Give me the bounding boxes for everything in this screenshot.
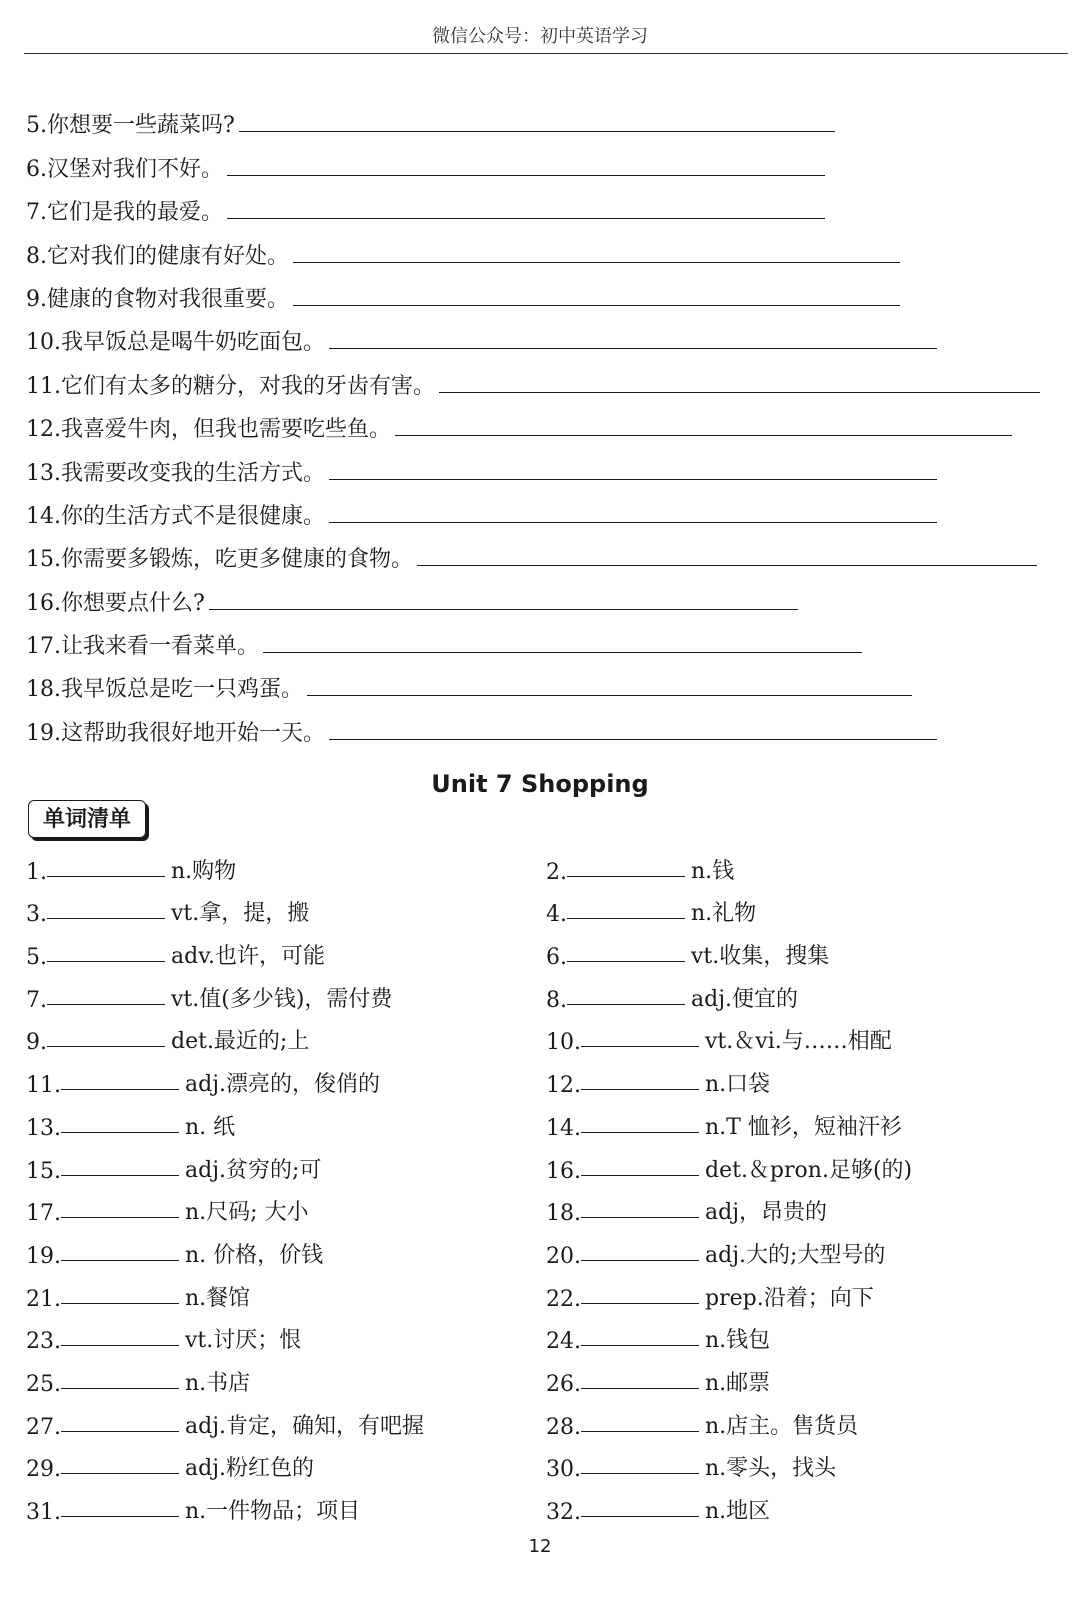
vocab-item (26, 1110, 546, 1141)
vocab-definition: adj.贫穷的;可 (185, 1157, 322, 1183)
sentence-prompt: 6.汉堡对我们不好。 (26, 156, 223, 182)
vocab-item (546, 854, 1066, 885)
vocab-number: 32. (546, 1500, 581, 1525)
vocab-blank[interactable] (47, 1045, 165, 1047)
answer-blank[interactable] (417, 564, 1037, 566)
vocab-blank[interactable] (47, 917, 165, 919)
vocab-number: 24. (546, 1329, 581, 1355)
vocab-blank[interactable] (61, 1131, 179, 1133)
vocab-definition: n.钱 (691, 858, 735, 884)
vocab-item (26, 1366, 546, 1397)
vocab-row (26, 885, 1066, 928)
vocab-definition: n.餐馆 (185, 1285, 251, 1311)
answer-blank[interactable] (329, 521, 937, 523)
answer-blank[interactable] (329, 478, 937, 480)
vocab-definition: n.零头，找头 (705, 1456, 837, 1482)
answer-blank[interactable] (239, 130, 835, 132)
vocab-number: 6. (546, 945, 567, 971)
vocab-row (26, 1269, 1066, 1312)
vocab-number: 29. (26, 1457, 61, 1483)
vocab-blank[interactable] (581, 1045, 699, 1047)
vocab-blank[interactable] (581, 1088, 699, 1090)
vocab-number: 23. (26, 1329, 61, 1355)
vocab-item (546, 1323, 1066, 1354)
vocab-number: 8. (546, 987, 567, 1013)
vocab-definition: adj.肯定，确知，有吧握 (185, 1413, 425, 1439)
sentence-prompt: 9.健康的食物对我很重要。 (26, 286, 289, 312)
vocab-definition: adj.漂亮的，俊俏的 (185, 1072, 381, 1098)
vocab-number: 15. (26, 1158, 61, 1184)
vocab-blank[interactable] (567, 917, 685, 919)
sentence-row (26, 400, 1040, 443)
vocab-item (546, 982, 1066, 1013)
vocab-row (26, 1482, 1066, 1525)
vocab-item (26, 1153, 546, 1184)
vocab-row (26, 1440, 1066, 1483)
unit-title: Unit 7 Shopping (431, 770, 649, 798)
vocab-blank[interactable] (581, 1515, 699, 1517)
vocab-number: 22. (546, 1286, 581, 1312)
vocab-definition: adj.便宜的 (691, 986, 799, 1012)
vocab-blank[interactable] (61, 1472, 179, 1474)
vocab-number: 19. (26, 1243, 61, 1269)
vocab-item (26, 939, 546, 970)
sentence-prompt: 15.你需要多锻炼，吃更多健康的食物。 (26, 547, 413, 573)
vocab-number: 28. (546, 1414, 581, 1440)
answer-blank[interactable] (209, 608, 798, 610)
sentence-prompt: 14.你的生活方式不是很健康。 (26, 503, 325, 529)
vocab-number: 21. (26, 1286, 61, 1312)
vocab-number: 17. (26, 1201, 61, 1227)
vocab-number: 3. (26, 902, 47, 928)
sentence-row (26, 226, 1040, 269)
vocab-row (26, 1226, 1066, 1269)
vocab-number: 2. (546, 859, 567, 885)
vocab-item (26, 1494, 546, 1525)
sentence-row (26, 270, 1040, 313)
vocab-number: 30. (546, 1457, 581, 1483)
translation-exercise (26, 96, 1040, 747)
sentence-row (26, 183, 1040, 226)
sentence-prompt: 18.我早饭总是吃一只鸡蛋。 (26, 677, 303, 703)
vocab-row (26, 842, 1066, 885)
sentence-row (26, 703, 1040, 746)
vocab-number: 1. (26, 859, 47, 885)
vocab-blank[interactable] (581, 1302, 699, 1304)
answer-blank[interactable] (439, 391, 1040, 393)
sentence-row (26, 617, 1040, 660)
vocab-number: 27. (26, 1414, 61, 1440)
vocab-definition: adv.也许，可能 (171, 944, 326, 970)
sentence-row (26, 443, 1040, 486)
vocab-item (26, 1409, 546, 1440)
vocab-item (546, 1409, 1066, 1440)
wordlist-label: 单词清单 (28, 800, 146, 838)
vocab-definition: vt.收集，搜集 (691, 944, 830, 970)
vocab-number: 9. (26, 1030, 47, 1056)
vocab-definition: det.最近的;上 (171, 1029, 310, 1055)
header-divider (24, 53, 1068, 54)
vocab-item (26, 1323, 546, 1354)
vocab-definition: adj.大的;大型号的 (705, 1242, 886, 1268)
vocab-blank[interactable] (581, 1430, 699, 1432)
vocab-definition: adj，昂贵的 (705, 1200, 828, 1226)
vocab-blank[interactable] (61, 1088, 179, 1090)
vocab-blank[interactable] (581, 1174, 699, 1176)
vocab-item (546, 896, 1066, 927)
sentence-prompt: 19.这帮助我很好地开始一天。 (26, 720, 325, 746)
vocab-definition: n.店主。售货员 (705, 1413, 859, 1439)
vocab-blank[interactable] (47, 875, 165, 877)
vocab-blank[interactable] (47, 1003, 165, 1005)
answer-blank[interactable] (227, 217, 825, 219)
vocab-blank[interactable] (567, 1003, 685, 1005)
vocab-blank[interactable] (581, 1216, 699, 1218)
vocab-item (26, 982, 546, 1013)
sentence-prompt: 5.你想要一些蔬菜吗? (26, 113, 235, 139)
vocab-definition: n.购物 (171, 858, 237, 884)
sentence-row (26, 313, 1040, 356)
vocab-row (26, 1055, 1066, 1098)
sentence-prompt: 13.我需要改变我的生活方式。 (26, 460, 325, 486)
vocab-definition: n.口袋 (705, 1072, 771, 1098)
vocab-item (546, 939, 1066, 970)
sentence-row (26, 573, 1040, 616)
vocab-definition: n. 纸 (185, 1114, 236, 1140)
vocab-number: 10. (546, 1030, 581, 1056)
vocab-item (546, 1195, 1066, 1226)
vocab-definition: det.＆pron.足够(的) (705, 1157, 913, 1183)
vocab-number: 13. (26, 1115, 61, 1141)
vocabulary-list (26, 842, 1066, 1525)
vocab-number: 4. (546, 902, 567, 928)
sentence-prompt: 17.让我来看一看菜单。 (26, 634, 259, 660)
sentence-row (26, 356, 1040, 399)
vocab-item (26, 1067, 546, 1098)
vocab-number: 14. (546, 1115, 581, 1141)
sentence-row (26, 139, 1040, 182)
vocab-blank[interactable] (61, 1430, 179, 1432)
answer-blank[interactable] (395, 434, 1012, 436)
vocab-definition: n.T 恤衫，短袖汗衫 (705, 1114, 902, 1140)
vocab-definition: n.钱包 (705, 1328, 771, 1354)
vocab-blank[interactable] (581, 1131, 699, 1133)
page-number: 12 (528, 1536, 552, 1557)
vocab-item (546, 1067, 1066, 1098)
vocab-item (546, 1153, 1066, 1184)
sentence-prompt: 11.它们有太多的糖分，对我的牙齿有害。 (26, 373, 435, 399)
vocab-blank[interactable] (567, 960, 685, 962)
answer-blank[interactable] (293, 261, 900, 263)
vocab-item (26, 1281, 546, 1312)
vocab-row (26, 1397, 1066, 1440)
vocab-blank[interactable] (61, 1344, 179, 1346)
vocab-row (26, 1312, 1066, 1355)
vocab-definition: vt.＆vi.与……相配 (705, 1029, 892, 1055)
vocab-item (26, 1195, 546, 1226)
vocab-number: 20. (546, 1243, 581, 1269)
vocab-number: 12. (546, 1073, 581, 1099)
answer-blank[interactable] (329, 738, 937, 740)
sentence-row (26, 96, 1040, 139)
vocab-definition: adj.粉红色的 (185, 1456, 315, 1482)
answer-blank[interactable] (293, 304, 900, 306)
vocab-item (546, 1110, 1066, 1141)
vocab-definition: vt.值(多少钱)，需付费 (171, 986, 393, 1012)
vocab-item (26, 896, 546, 927)
vocab-definition: n.尺码; 大小 (185, 1200, 309, 1226)
vocab-item (546, 1366, 1066, 1397)
sentence-prompt: 16.你想要点什么? (26, 590, 205, 616)
vocab-definition: n.礼物 (691, 901, 757, 927)
vocab-definition: vt.讨厌；恨 (185, 1328, 302, 1354)
vocab-row (26, 1013, 1066, 1056)
vocab-number: 18. (546, 1201, 581, 1227)
vocab-item (26, 1024, 546, 1055)
vocab-blank[interactable] (61, 1387, 179, 1389)
vocab-item (26, 854, 546, 885)
vocab-blank[interactable] (581, 1344, 699, 1346)
vocab-number: 11. (26, 1073, 61, 1099)
answer-blank[interactable] (329, 347, 937, 349)
vocab-blank[interactable] (581, 1259, 699, 1261)
vocab-item (546, 1494, 1066, 1525)
vocab-item (546, 1451, 1066, 1482)
vocab-definition: prep.沿着；向下 (705, 1285, 874, 1311)
answer-blank[interactable] (263, 651, 862, 653)
vocab-definition: n.一件物品；项目 (185, 1499, 361, 1524)
vocab-number: 25. (26, 1371, 61, 1397)
vocab-number: 16. (546, 1158, 581, 1184)
vocab-number: 5. (26, 945, 47, 971)
vocab-item (546, 1238, 1066, 1269)
vocab-definition: n.书店 (185, 1370, 251, 1396)
vocab-row (26, 927, 1066, 970)
vocab-item (546, 1281, 1066, 1312)
sentence-row (26, 530, 1040, 573)
sentence-row (26, 660, 1040, 703)
vocab-definition: n. 价格，价钱 (185, 1242, 324, 1268)
vocab-blank[interactable] (61, 1302, 179, 1304)
sentence-prompt: 8.它对我们的健康有好处。 (26, 243, 289, 269)
vocab-blank[interactable] (47, 960, 165, 962)
vocab-blank[interactable] (567, 875, 685, 877)
vocab-row (26, 1141, 1066, 1184)
vocab-item (26, 1451, 546, 1482)
sentence-row (26, 487, 1040, 530)
vocab-row (26, 1184, 1066, 1227)
answer-blank[interactable] (307, 694, 912, 696)
vocab-blank[interactable] (581, 1472, 699, 1474)
sentence-prompt: 10.我早饭总是喝牛奶吃面包。 (26, 330, 325, 356)
vocab-definition: vt.拿，提，搬 (171, 901, 310, 927)
answer-blank[interactable] (227, 174, 825, 176)
sentence-prompt: 7.它们是我的最爱。 (26, 200, 223, 226)
sentence-prompt: 12.我喜爱牛肉，但我也需要吃些鱼。 (26, 417, 391, 443)
vocab-blank[interactable] (61, 1515, 179, 1517)
vocab-number: 7. (26, 987, 47, 1013)
vocab-definition: n.邮票 (705, 1370, 771, 1396)
vocab-row (26, 1354, 1066, 1397)
vocab-definition: n.地区 (705, 1499, 771, 1524)
vocab-item (26, 1238, 546, 1269)
vocab-blank[interactable] (61, 1259, 179, 1261)
vocab-blank[interactable] (61, 1216, 179, 1218)
vocab-blank[interactable] (61, 1174, 179, 1176)
vocab-number: 26. (546, 1371, 581, 1397)
vocab-blank[interactable] (581, 1387, 699, 1389)
vocab-number: 31. (26, 1500, 61, 1525)
vocab-row (26, 1098, 1066, 1141)
vocab-item (546, 1024, 1066, 1055)
vocab-row (26, 970, 1066, 1013)
page-header: 微信公众号：初中英语学习 (432, 26, 648, 47)
